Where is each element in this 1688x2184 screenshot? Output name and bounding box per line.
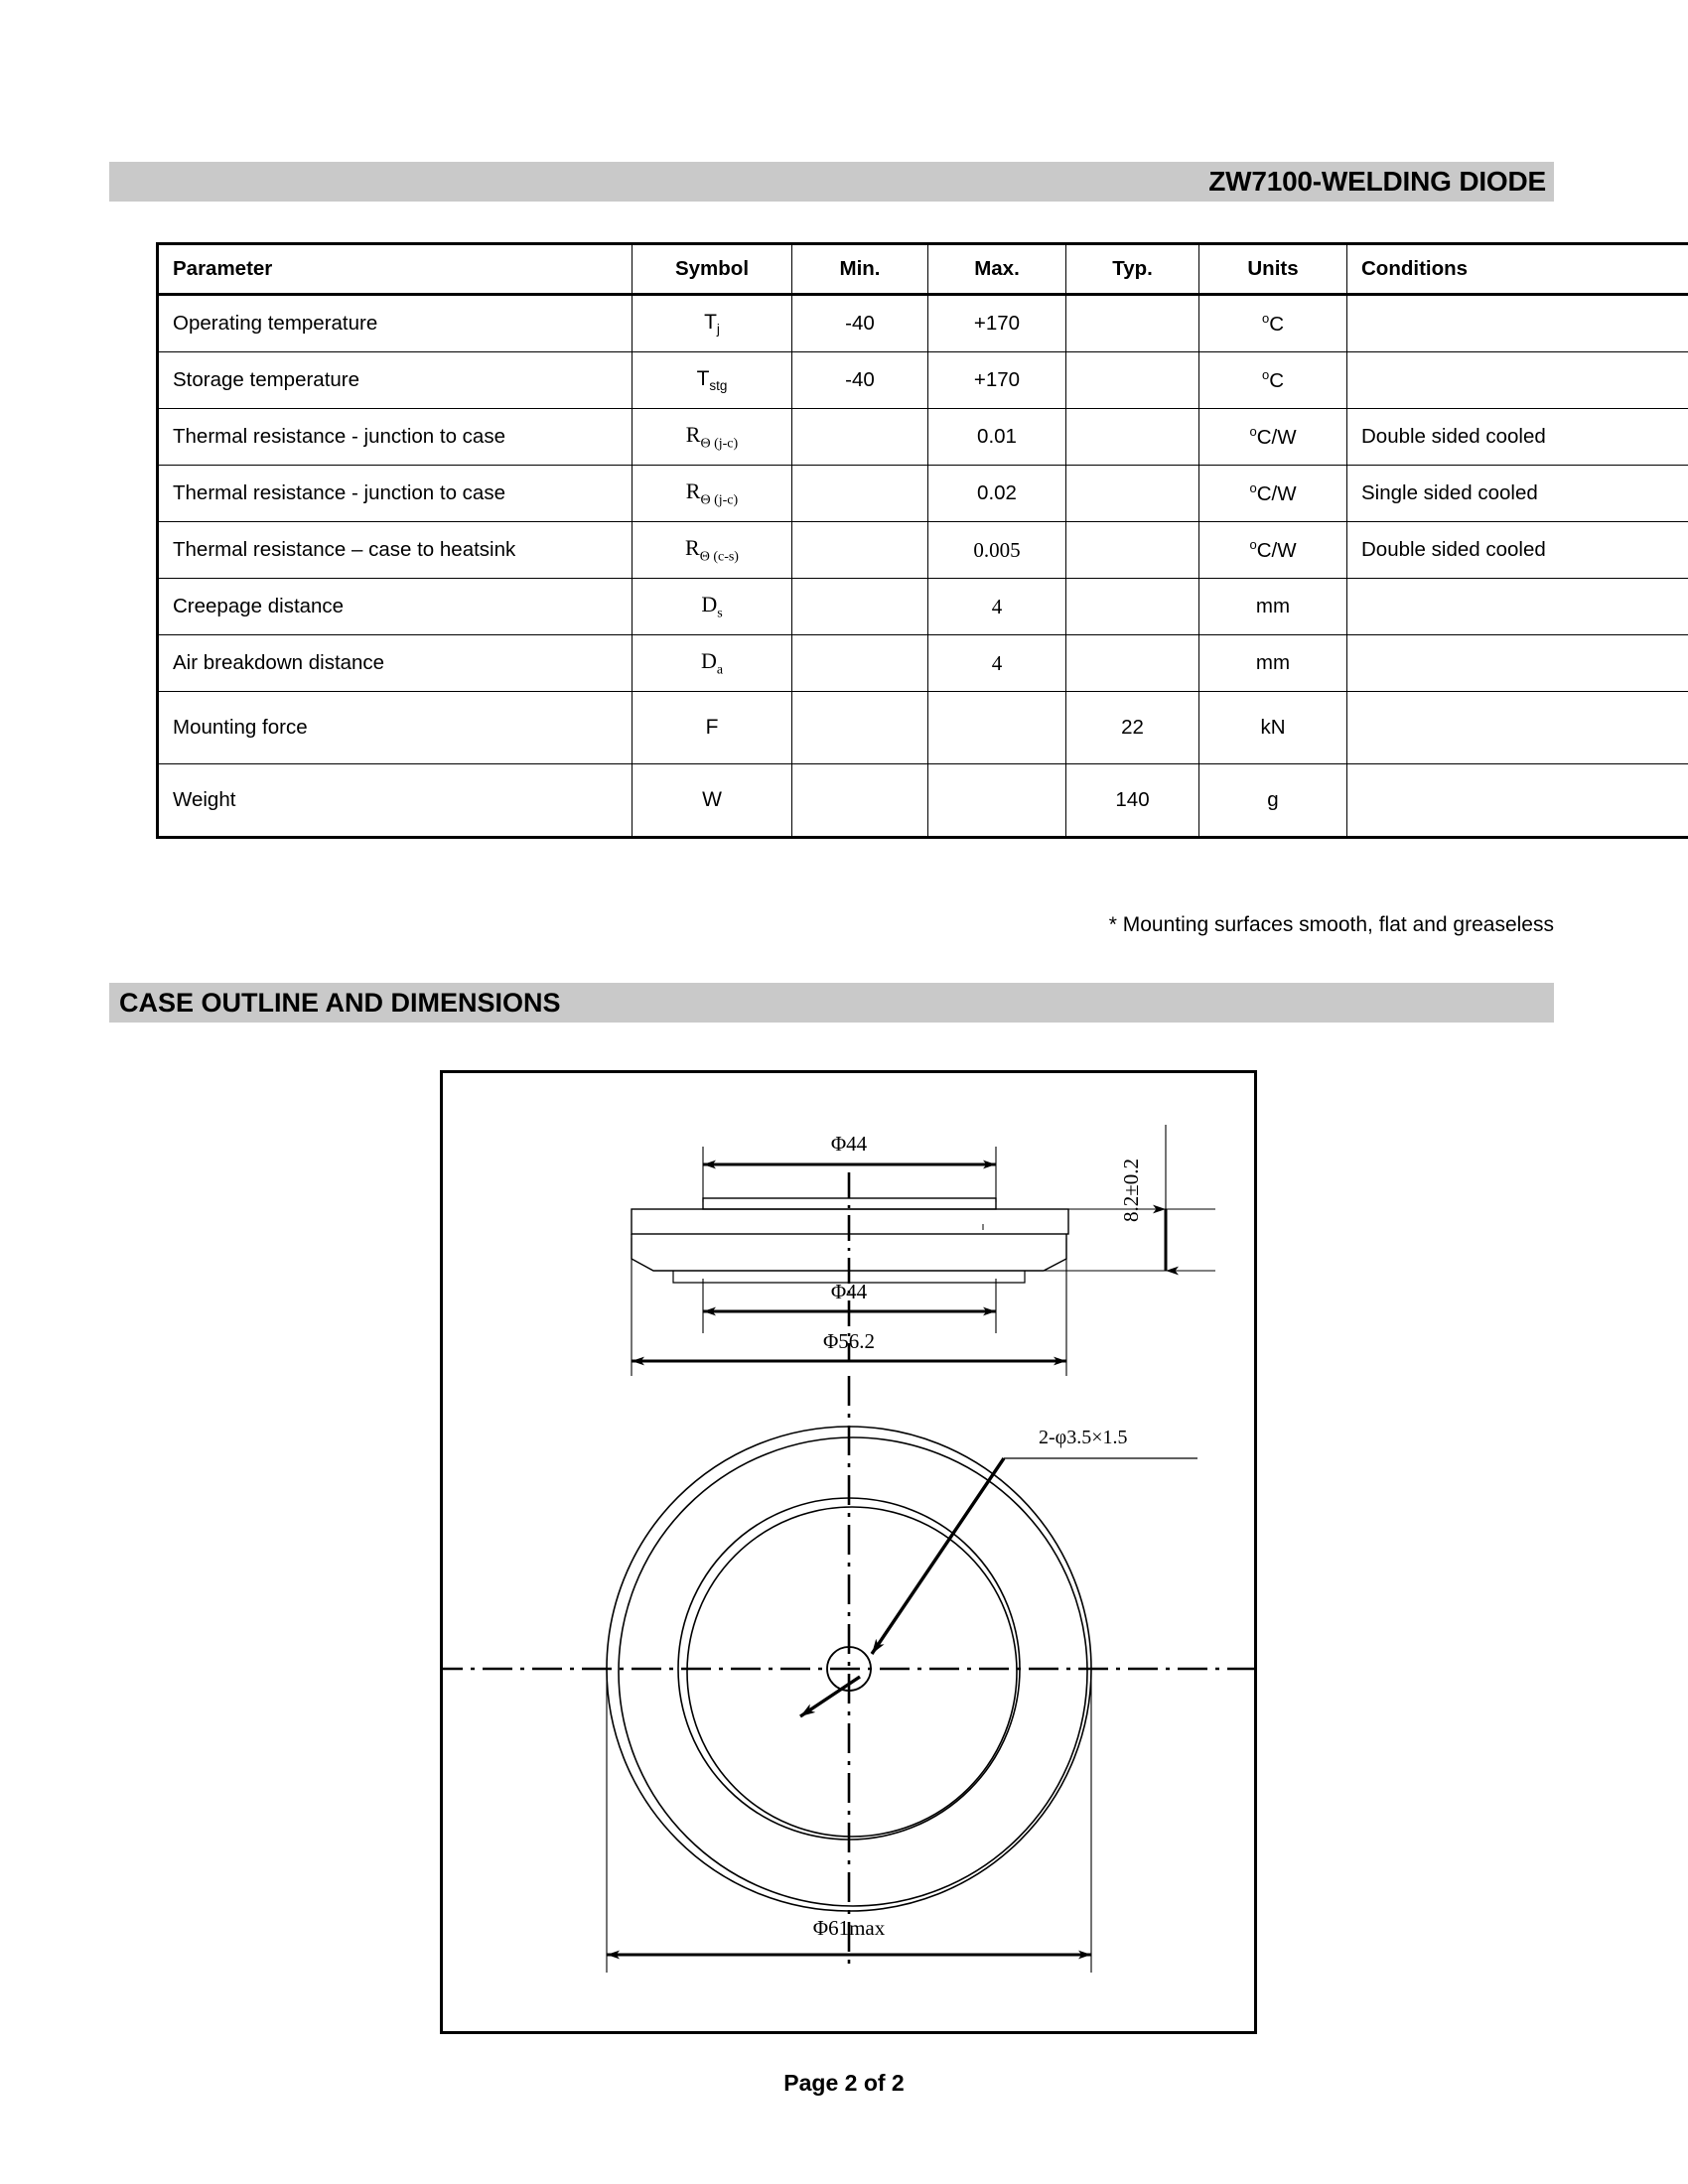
cell-min: [792, 635, 928, 692]
parameter-table-container: [156, 242, 1554, 839]
column-header-parameter: Parameter: [158, 244, 633, 295]
symbol-base: $D_a$: [700, 647, 724, 678]
cell-units: [1199, 295, 1347, 352]
symbol-subscript: j: [716, 322, 720, 338]
cell-symbol: [633, 522, 792, 579]
table-row: [158, 635, 1688, 692]
dim-label-top-diameter: Φ44: [830, 1132, 868, 1156]
cell-parameter: Operating temperature: [158, 295, 633, 352]
cell-parameter: Thermal resistance - junction to case: [158, 409, 633, 466]
cell-min: [792, 466, 928, 522]
units-text: g: [1267, 788, 1279, 811]
leader-line-hole-callout-arrow-2: [800, 1677, 860, 1716]
table-row: [158, 352, 1688, 409]
column-header-min: Min.: [792, 244, 928, 295]
dim-label-height: 8.2±0.2: [1119, 1158, 1143, 1223]
cell-units: [1199, 764, 1347, 838]
column-header-conditions: Conditions: [1347, 244, 1688, 295]
leader-line-hole-callout-arrow-1: [872, 1458, 1004, 1654]
cell-parameter: Thermal resistance – case to heatsink: [158, 522, 633, 579]
table-head: [158, 244, 1688, 295]
cell-conditions: [1347, 579, 1688, 635]
cell-max: +170: [928, 295, 1066, 352]
mounting-footnote: * Mounting surfaces smooth, flat and greaseless: [1108, 913, 1554, 936]
cell-typ: [1066, 295, 1199, 352]
units-value: [1260, 716, 1285, 739]
column-header-symbol: Symbol: [633, 244, 792, 295]
table-row: [158, 295, 1688, 352]
cell-units: [1199, 579, 1347, 635]
table-row: [158, 764, 1688, 838]
cell-max: [928, 764, 1066, 838]
cell-min: -40: [792, 295, 928, 352]
degree-superscript: o: [1249, 424, 1257, 440]
symbol-base: $R_{\Theta (j-c)}$: [685, 478, 739, 508]
cell-typ: 140: [1066, 764, 1199, 838]
cell-symbol: [633, 352, 792, 409]
case-outline-drawing: [443, 1073, 1254, 2031]
degree-superscript: o: [1249, 537, 1257, 553]
cell-symbol: [633, 409, 792, 466]
cell-conditions: [1347, 635, 1688, 692]
cell-min: [792, 409, 928, 466]
cell-symbol: [633, 635, 792, 692]
dim-label-hole-callout: 2-φ3.5×1.5: [1039, 1427, 1128, 1448]
units-text: kN: [1260, 716, 1286, 739]
cell-min: [792, 522, 928, 579]
degree-superscript: o: [1261, 311, 1270, 327]
units-value: [1256, 595, 1290, 617]
table-row: [158, 579, 1688, 635]
cell-typ: [1066, 635, 1199, 692]
units-value: [1249, 539, 1296, 562]
cell-conditions: [1347, 764, 1688, 838]
page-footer: Page 2 of 2: [783, 2070, 905, 2096]
symbol-subscript: Θ (j-c): [700, 436, 739, 452]
cell-typ: [1066, 352, 1199, 409]
cell-min: [792, 692, 928, 764]
cell-conditions: Double sided cooled: [1347, 409, 1688, 466]
cell-conditions: Double sided cooled: [1347, 522, 1688, 579]
cell-max: +170: [928, 352, 1066, 409]
section-heading-bar: [109, 983, 1554, 1023]
symbol-subscript: stg: [709, 378, 728, 394]
parameter-table: [156, 242, 1688, 839]
cell-typ: 22: [1066, 692, 1199, 764]
cell-min: [792, 764, 928, 838]
units-text: C/W: [1256, 481, 1297, 505]
symbol-subscript: Θ (c-s): [699, 549, 739, 565]
symbol-subscript: a: [716, 662, 724, 678]
case-outline-drawing-frame: [440, 1070, 1257, 2034]
column-header-units: Units: [1199, 244, 1347, 295]
table-row: [158, 692, 1688, 764]
cell-parameter: Weight: [158, 764, 633, 838]
units-text: mm: [1255, 595, 1291, 617]
units-text: C/W: [1256, 425, 1297, 449]
table-row: [158, 522, 1688, 579]
cell-symbol: [633, 692, 792, 764]
units-value: [1262, 313, 1284, 336]
cell-symbol: [633, 764, 792, 838]
cell-max: 0.02: [928, 466, 1066, 522]
symbol-subscript: s: [717, 606, 723, 621]
cell-units: [1199, 692, 1347, 764]
cell-symbol: [633, 466, 792, 522]
cell-symbol: [633, 295, 792, 352]
units-value: [1249, 426, 1296, 449]
symbol-subscript: Θ (j-c): [700, 492, 739, 508]
units-text: C: [1269, 312, 1285, 336]
cell-conditions: [1347, 295, 1688, 352]
cell-min: [792, 579, 928, 635]
cell-units: [1199, 635, 1347, 692]
cell-conditions: [1347, 692, 1688, 764]
cell-conditions: [1347, 352, 1688, 409]
symbol-base: $D_s$: [701, 591, 723, 621]
dim-label-flange-diameter: Φ56.2: [822, 1329, 876, 1353]
cell-conditions: Single sided cooled: [1347, 466, 1688, 522]
table-header-row: [158, 244, 1688, 295]
units-value: [1262, 369, 1284, 392]
column-header-max: Max.: [928, 244, 1066, 295]
cell-max: 0.01: [928, 409, 1066, 466]
table-row: [158, 409, 1688, 466]
value-max: 0.005: [973, 537, 1021, 562]
cell-typ: [1066, 579, 1199, 635]
page-header-bar: [109, 162, 1554, 202]
cell-typ: [1066, 466, 1199, 522]
symbol-base: $R_{\Theta (c-s)}$: [685, 534, 739, 565]
cell-parameter: Air breakdown distance: [158, 635, 633, 692]
units-value: [1267, 788, 1278, 811]
units-value: [1249, 482, 1296, 505]
value-max: 4: [991, 650, 1003, 675]
symbol-base: $R_{\Theta (j-c)}$: [685, 421, 739, 452]
cell-typ: [1066, 409, 1199, 466]
cell-max: [928, 692, 1066, 764]
bottom-view-group: [443, 1376, 1254, 1973]
cell-max: [928, 579, 1066, 635]
cell-units: [1199, 409, 1347, 466]
dim-label-mid-diameter: Φ44: [830, 1280, 868, 1303]
table-body: [158, 295, 1688, 838]
units-text: C: [1269, 368, 1285, 392]
cell-parameter: Creepage distance: [158, 579, 633, 635]
symbol-base: $T_j$: [704, 310, 720, 338]
dim-label-outer-diameter: Φ61max: [812, 1916, 886, 1940]
cell-parameter: Thermal resistance - junction to case: [158, 466, 633, 522]
page-title: ZW7100-WELDING DIODE: [1208, 166, 1546, 197]
symbol-base: $T_{stg}$: [696, 366, 728, 394]
units-value: [1256, 651, 1290, 674]
cell-units: [1199, 352, 1347, 409]
cell-parameter: Mounting force: [158, 692, 633, 764]
degree-superscript: o: [1249, 480, 1257, 496]
symbol-base: W: [702, 788, 722, 811]
symbol-base: F: [705, 716, 719, 739]
cell-symbol: [633, 579, 792, 635]
section-heading-label: CASE OUTLINE AND DIMENSIONS: [119, 987, 561, 1018]
cell-typ: [1066, 522, 1199, 579]
cell-max: [928, 635, 1066, 692]
units-text: C/W: [1256, 538, 1297, 562]
table-row: [158, 466, 1688, 522]
cell-units: [1199, 522, 1347, 579]
cell-parameter: Storage temperature: [158, 352, 633, 409]
units-text: mm: [1255, 651, 1291, 674]
side-view-group: [632, 1125, 1215, 1376]
cell-max: [928, 522, 1066, 579]
bottom-view-inner-circle-inner: [687, 1507, 1017, 1837]
column-header-typ: Typ.: [1066, 244, 1199, 295]
degree-superscript: o: [1261, 367, 1270, 383]
value-max: 4: [991, 594, 1003, 618]
cell-min: -40: [792, 352, 928, 409]
cell-units: [1199, 466, 1347, 522]
